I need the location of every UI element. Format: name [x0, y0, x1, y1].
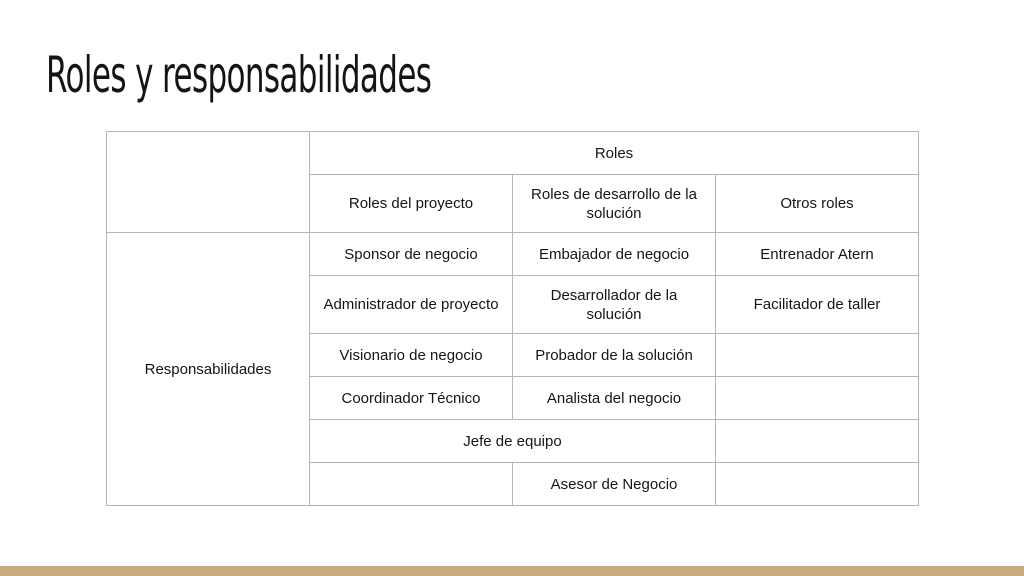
asesor-de-negocio-cell: Asesor de Negocio: [513, 463, 716, 506]
table-cell: Probador de la solución: [513, 334, 716, 377]
empty-cell: [716, 463, 919, 506]
table-cell: Analista del negocio: [513, 377, 716, 420]
table-cell: Desarrollador de la solución: [513, 276, 716, 334]
empty-cell: [310, 463, 513, 506]
roles-table: [106, 131, 919, 506]
table-cell: Coordinador Técnico: [310, 377, 513, 420]
responsabilidades-label-cell: Responsabilidades: [107, 233, 310, 506]
table-cell: Embajador de negocio: [513, 233, 716, 276]
empty-corner-cell: [107, 132, 310, 233]
table-cell: Sponsor de negocio: [310, 233, 513, 276]
column-header-development-roles: Roles de desarrollo de la solución: [513, 175, 716, 233]
table-cell: Administrador de proyecto: [310, 276, 513, 334]
table-cell: [716, 377, 919, 420]
slide-title: Roles y responsabilidades: [46, 46, 432, 104]
column-header-project-roles: Roles del proyecto: [310, 175, 513, 233]
table-cell: Facilitador de taller: [716, 276, 919, 334]
table-cell: [716, 334, 919, 377]
table-row: [107, 233, 919, 276]
empty-cell: [716, 420, 919, 463]
table-cell: Entrenador Atern: [716, 233, 919, 276]
jefe-de-equipo-cell: Jefe de equipo: [310, 420, 716, 463]
table-cell: Visionario de negocio: [310, 334, 513, 377]
table-row: [107, 132, 919, 175]
roles-header-cell: Roles: [310, 132, 919, 175]
footer-accent-bar: [0, 566, 1024, 576]
column-header-other-roles: Otros roles: [716, 175, 919, 233]
